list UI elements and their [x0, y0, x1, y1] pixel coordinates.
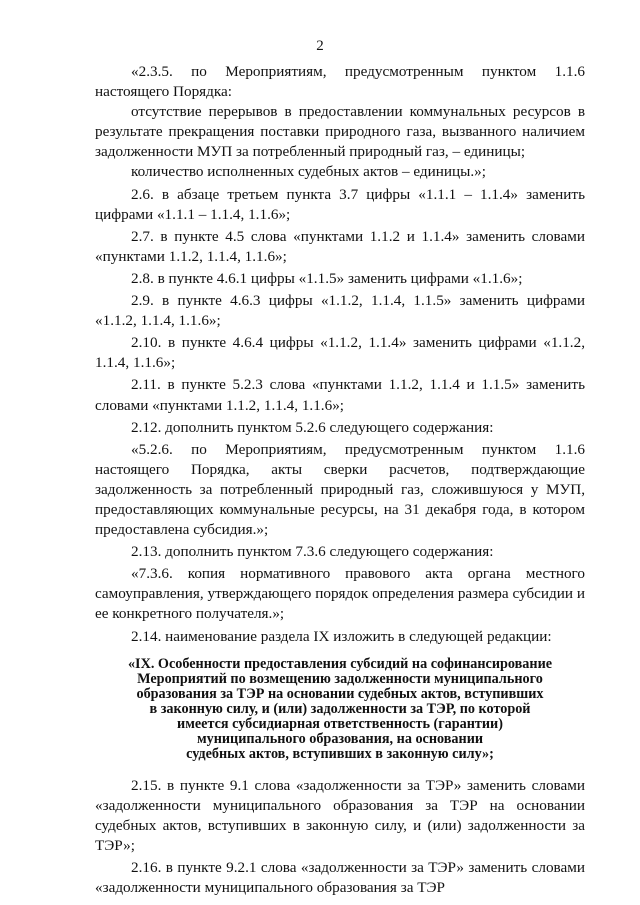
- paragraph: «2.3.5. по Мероприятиям, предусмотренным пунктом 1.1.6 настоящего Порядка:: [95, 63, 585, 101]
- paragraph: 2.16. в пункте 9.2.1 слова «задолженности за ТЭР» заменить словами «задолженности муниципального образования за ТЭР: [95, 859, 585, 897]
- section-heading: [95, 657, 585, 762]
- heading-line: в законную силу, и (или) задолженности за ТЭР, по которой: [149, 700, 531, 717]
- heading-line: судебных актов, вступивших в законную силу»;: [186, 745, 494, 762]
- document-body: [95, 62, 585, 898]
- paragraph: 2.9. в пункте 4.6.3 цифры «1.1.2, 1.1.4, 1.1.5» заменить цифрами «1.1.2, 1.1.4, 1.1.6»;: [95, 292, 585, 330]
- paragraph: отсутствие перерывов в предоставлении коммунальных ресурсов в результате прекращения поставки природного газа, вызванного наличием задолженности МУП за потребленный природный газ, – единицы;: [95, 103, 585, 161]
- paragraph: 2.11. в пункте 5.2.3 слова «пунктами 1.1.2, 1.1.4 и 1.1.5» заменить словами «пунктами 1.1.2, 1.1.4, 1.1.6»;: [95, 376, 585, 414]
- paragraph: 2.10. в пункте 4.6.4 цифры «1.1.2, 1.1.4» заменить цифрами «1.1.2, 1.1.4, 1.1.6»;: [95, 334, 585, 372]
- paragraph: 2.14. наименование раздела IX изложить в следующей редакции:: [131, 627, 552, 645]
- paragraph: «7.3.6. копия нормативного правового акта органа местного самоуправления, утверждающего порядок определения размера субсидии и ее конкретного получателя.»;: [95, 565, 585, 623]
- page-number: 2: [316, 38, 324, 54]
- paragraph: 2.13. дополнить пунктом 7.3.6 следующего содержания:: [131, 543, 494, 561]
- paragraph: 2.6. в абзаце третьем пункта 3.7 цифры «1.1.1 – 1.1.4» заменить цифрами «1.1.1 – 1.1.4, 1.1.6»;: [95, 185, 585, 223]
- heading-line: имеется субсидиарная ответственность (гарантии): [177, 715, 503, 732]
- paragraph: 2.8. в пункте 4.6.1 цифры «1.1.5» заменить цифрами «1.1.6»;: [131, 269, 523, 287]
- paragraph: 2.12. дополнить пунктом 5.2.6 следующего содержания:: [131, 418, 494, 436]
- paragraph: 2.7. в пункте 4.5 слова «пунктами 1.1.2 и 1.1.4» заменить словами «пунктами 1.1.2, 1.1.4, 1.1.6»;: [95, 227, 585, 265]
- paragraph: количество исполненных судебных актов – единицы.»;: [131, 163, 486, 181]
- paragraph: «5.2.6. по Мероприятиям, предусмотренным пунктом 1.1.6 настоящего Порядка, акты сверки расчетов, подтверждающие задолженность за потребленный природный газ, сложившуюся у МУП, предоставляющих коммунальные ресурсы, на 31 декабря года, в котором предоставлена субсидия.»;: [95, 440, 585, 539]
- heading-line: муниципального образования, на основании: [196, 730, 484, 747]
- paragraph: 2.15. в пункте 9.1 слова «задолженности за ТЭР» заменить словами «задолженности муниципального образования за ТЭР на основании судебных актов, вступивших в законную силу, и (или) задолженности за ТЭР»;: [95, 776, 585, 854]
- heading-line: Мероприятий по возмещению задолженности муниципального: [137, 670, 543, 687]
- heading-line: «IX. Особенности предоставления субсидий на софинансирование: [127, 655, 553, 672]
- heading-line: образования за ТЭР на основании судебных актов, вступивших: [136, 685, 544, 702]
